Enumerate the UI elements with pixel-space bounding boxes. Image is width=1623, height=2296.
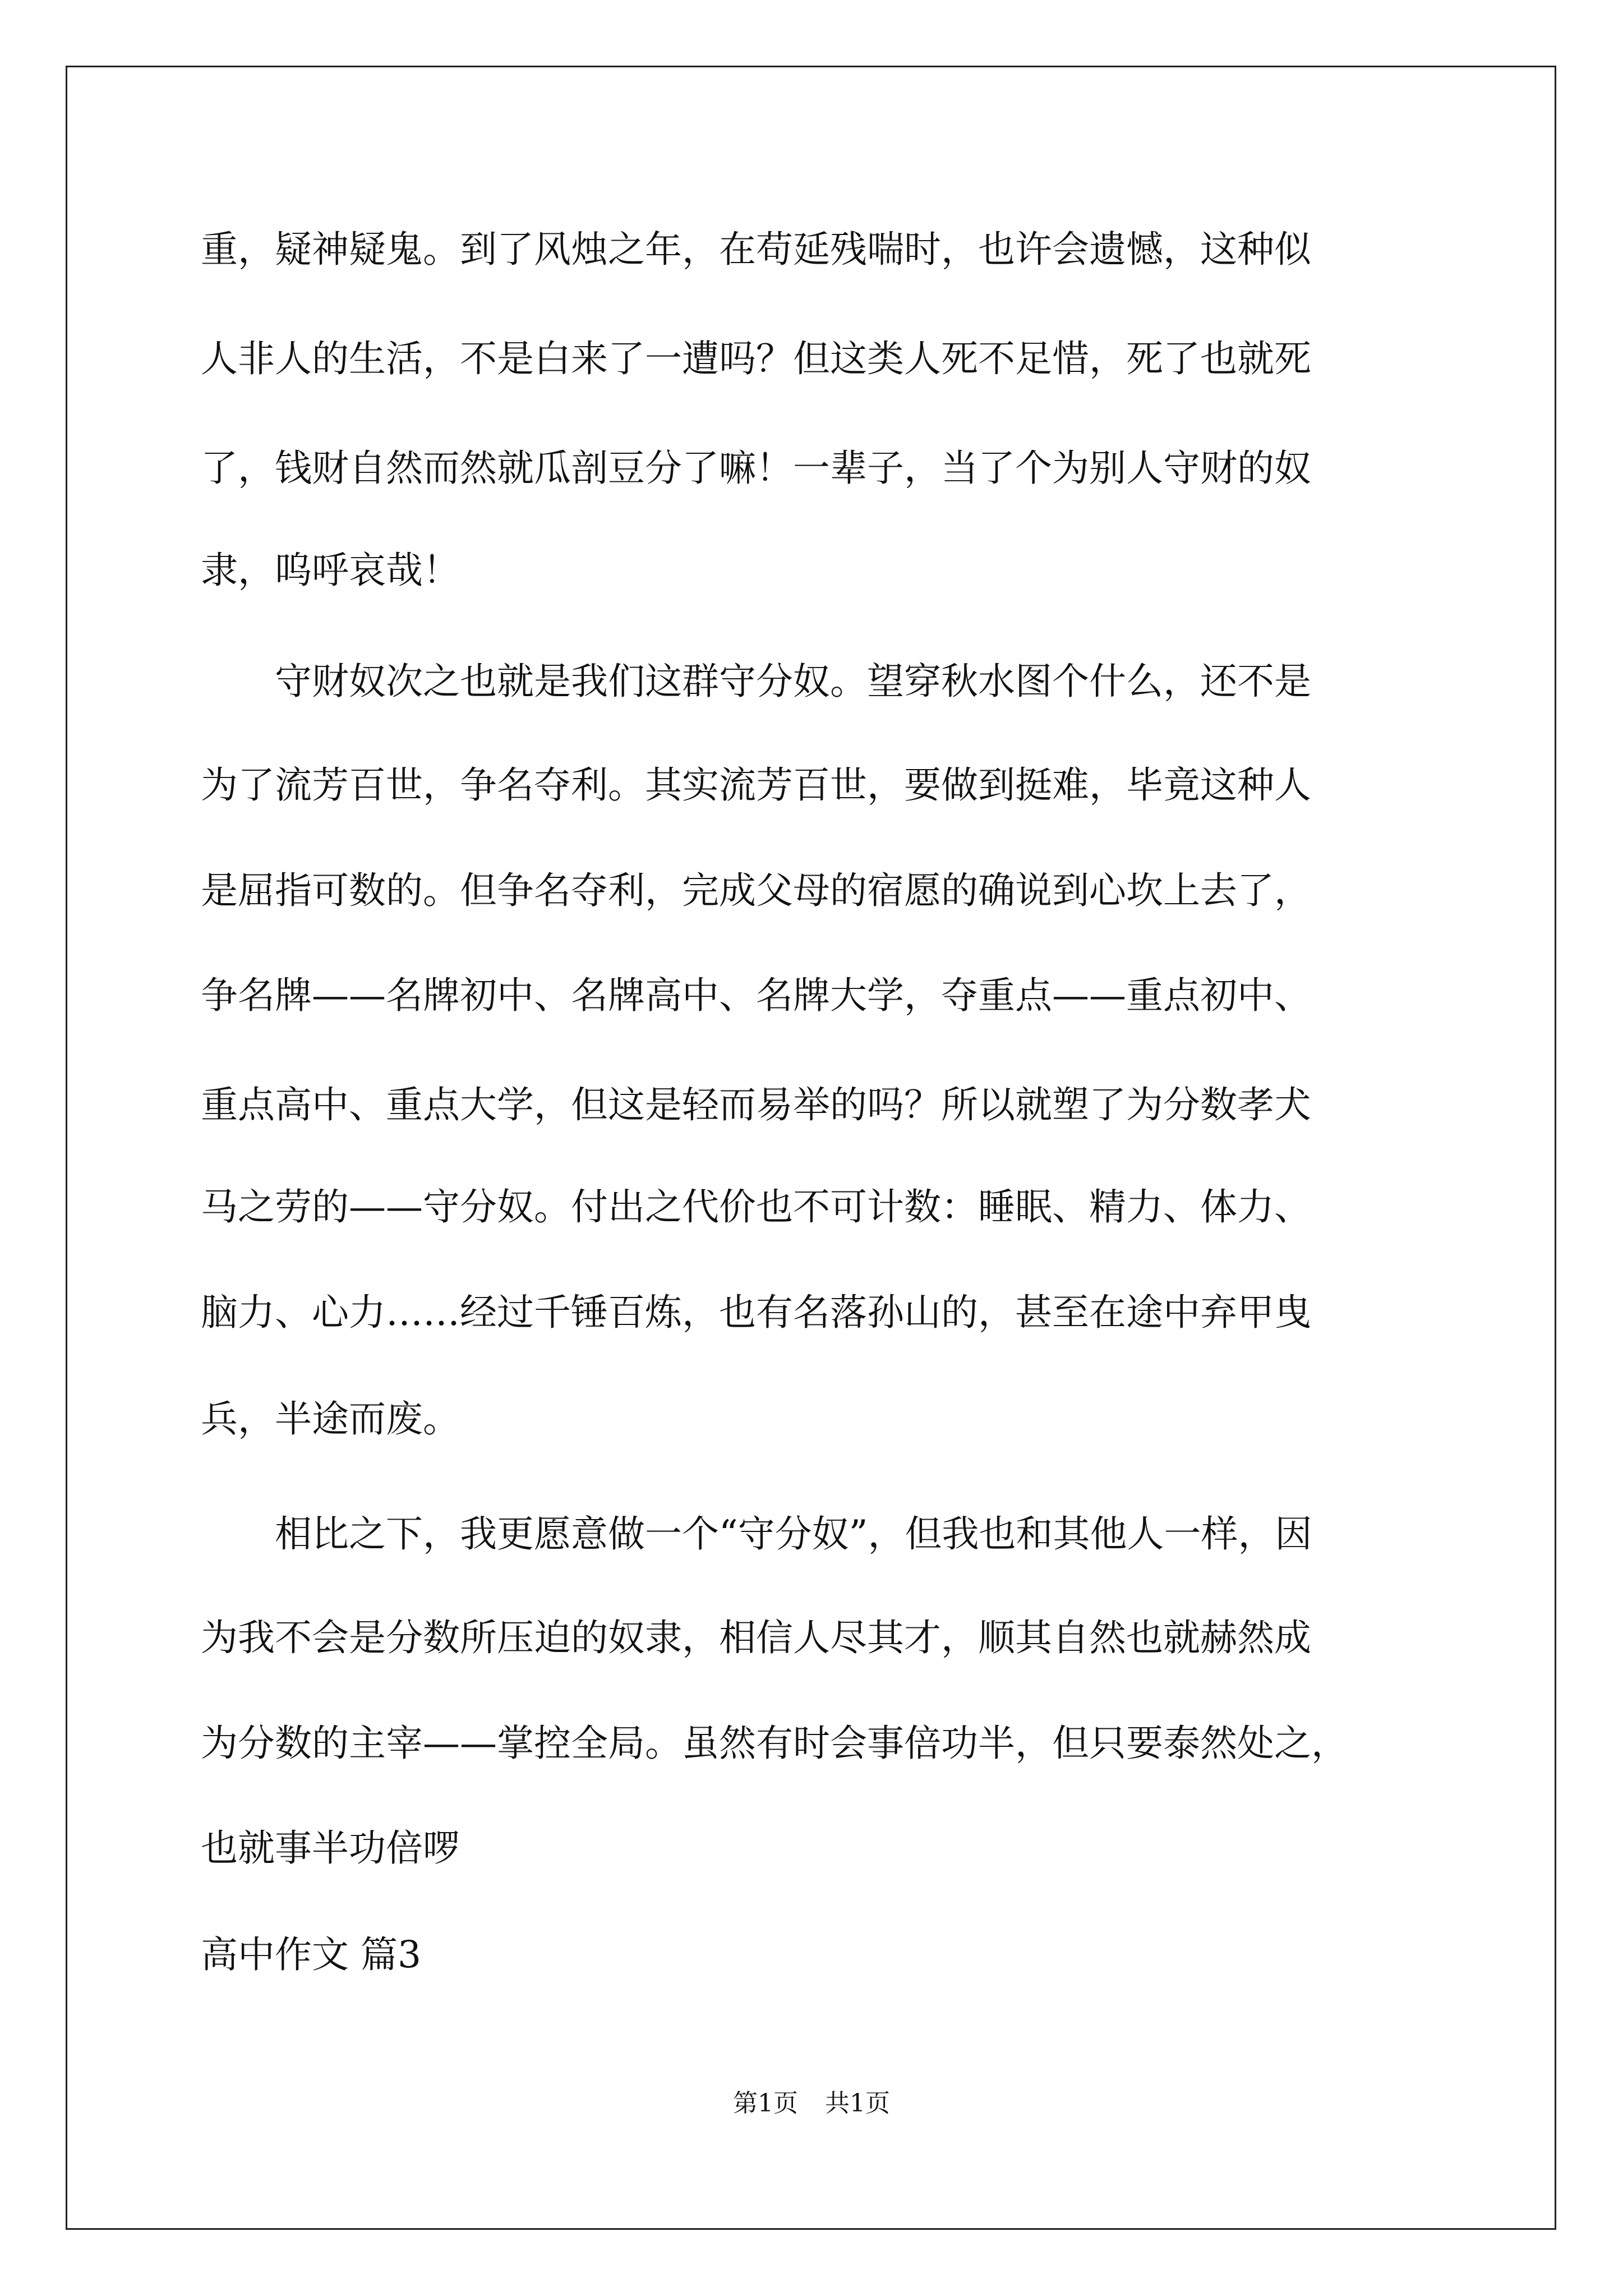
text-line: 为分数的主宰——掌控全局。虽然有时会事倍功半，但只要泰然处之，	[201, 1722, 1348, 1765]
text-line: 是屈指可数的。但争名夺利，完成父母的宿愿的确说到心坎上去了，	[201, 869, 1311, 912]
text-line: 兵，半途而废。	[201, 1397, 460, 1441]
text-line: 人非人的生活，不是白来了一遭吗？但这类人死不足惜，死了也就死	[201, 337, 1311, 380]
page-total: 共1页	[825, 2089, 890, 2118]
text-line: 为了流芳百世，争名夺利。其实流芳百世，要做到挺难，毕竟这种人	[201, 763, 1311, 807]
text-line: 相比之下，我更愿意做一个“守分奴”，但我也和其他人一样，因	[201, 1512, 1312, 1556]
text-line: 了，钱财自然而然就瓜剖豆分了嘛！一辈子，当了个为别人守财的奴	[201, 447, 1311, 490]
text-line: 脑力、心力……经过千锤百炼，也有名落孙山的，甚至在途中弃甲曳	[201, 1291, 1311, 1334]
page-number: 第1页	[733, 2089, 798, 2118]
text-line: 争名牌——名牌初中、名牌高中、名牌大学，夺重点——重点初中、	[201, 974, 1311, 1017]
text-line: 隶，呜呼哀哉！	[201, 549, 460, 592]
page-footer	[0, 2088, 1623, 2119]
text-line: 为我不会是分数所压迫的奴隶，相信人尽其才，顺其自然也就赫然成	[201, 1616, 1311, 1659]
text-line: 也就事半功倍啰	[201, 1826, 460, 1870]
section-heading: 高中作文 篇3	[201, 1933, 421, 1976]
text-line: 重，疑神疑鬼。到了风烛之年，在苟延残喘时，也许会遗憾，这种似	[201, 228, 1311, 271]
page-border	[66, 66, 1556, 2230]
text-line: 马之劳的——守分奴。付出之代价也不可计数：睡眠、精力、体力、	[201, 1185, 1311, 1228]
text-line: 重点高中、重点大学，但这是轻而易举的吗？所以就塑了为分数孝犬	[201, 1083, 1311, 1126]
text-line: 守财奴次之也就是我们这群守分奴。望穿秋水图个什么，还不是	[201, 660, 1311, 703]
